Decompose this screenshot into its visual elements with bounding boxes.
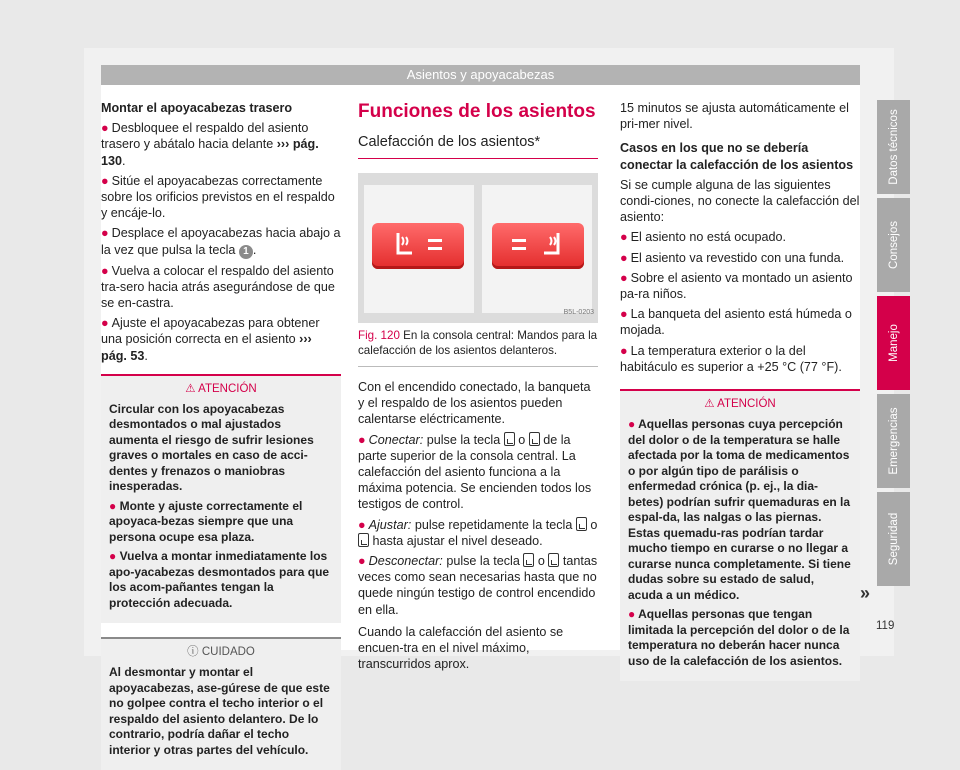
tab-datos-tecnicos[interactable]: Datos técnicos xyxy=(877,100,910,194)
warning-item: ● Aquellas personas cuya percepción del dolor o de la temperatura se halle afectada por la toma de medicamentos o por algún tipo de parálisis o enfermedad crónica (p. ej., la dia-betes) podrían sufrir quemaduras en la espal-da, las nalgas o las piernas. Estas quemadu-ras podrían tardar mucho tiempo en curarse o no llegar a curarse nunca completamente. Si tiene dudas sobre su estado de salud, acuda a un médico. xyxy=(628,417,851,602)
warning-triangle-icon: ⚠ xyxy=(704,398,715,411)
tab-manejo[interactable]: Manejo xyxy=(877,296,910,390)
list-item: ● La temperatura exterior o la del habitáculo es superior a +25 °C (77 °F). xyxy=(620,343,842,374)
seat-heat-left-icon xyxy=(576,517,587,531)
column-2 xyxy=(358,100,598,676)
paragraph: Si se cumple alguna de las siguientes condi-ciones, no conecte la calefacción del asiento: xyxy=(620,177,860,225)
list-item: ● Ajustar: pulse repetidamente la tecla o hasta ajustar el nivel deseado. xyxy=(358,517,598,548)
section-heading: Montar el apoyacabezas trasero xyxy=(101,101,293,115)
seat-heat-right-icon xyxy=(529,432,540,446)
column-1 xyxy=(101,100,341,770)
paragraph: 15 minutos se ajusta automáticamente el pri-mer nivel. xyxy=(620,101,849,132)
seat-heat-left-icon xyxy=(504,432,515,446)
figure-seat-heating-buttons xyxy=(358,173,598,323)
figure-code: B5L-0203 xyxy=(563,308,594,316)
key-number-badge: 1 xyxy=(239,245,253,259)
seat-heat-right-icon xyxy=(548,553,559,567)
list-item: ● Desplace el apoyacabezas hacia abajo a la vez que pulsa la tecla 1 . xyxy=(101,226,341,257)
seat-heat-right-icon xyxy=(358,533,369,547)
list-item: ● Desconectar: pulse la tecla o tantas veces como sean necesarias hasta que no quede ningún testigo de control encendido en ella. xyxy=(358,554,598,617)
subsection-title: Calefacción de los asientos* xyxy=(358,132,598,159)
caution-header: ⓘ CUIDADO xyxy=(187,646,255,659)
warning-box xyxy=(101,374,341,624)
page-reference-link[interactable]: ››› pág. 130 xyxy=(101,137,319,168)
continue-arrow-icon: » xyxy=(860,583,871,603)
info-circle-icon: ⓘ xyxy=(187,646,199,659)
column-3 xyxy=(620,100,860,681)
page-reference-link[interactable]: ››› pág. 53 xyxy=(101,332,312,363)
seat-heating-left-button xyxy=(372,223,464,269)
list-item: ● Sitúe el apoyacabezas correctamente sobre los orificios previstos en el respaldo y encáje-lo. xyxy=(101,173,335,221)
warning-triangle-icon: ⚠ xyxy=(185,382,196,395)
page-number: 119 xyxy=(876,620,895,632)
paragraph: Con el encendido conectado, la banqueta y el respaldo de los asientos pueden calentarse eléctricamente. xyxy=(358,380,591,427)
list-item: ● La banqueta del asiento está húmeda o mojada. xyxy=(620,307,852,338)
tab-emergencias[interactable]: Emergencias xyxy=(877,394,910,488)
caution-text: Al desmontar y montar el apoyacabezas, ase-gúrese de que este no golpee contra el techo interior o el respaldo del asiento delantero. De lo contrario, podría dañar el techo interior y otras partes del vehículo. xyxy=(109,665,330,757)
section-title: Funciones de los asientos xyxy=(358,101,596,122)
warning-item: ● Monte y ajuste correctamente el apoyaca-bezas siempre que una persona ocupe esa plaza. xyxy=(109,498,303,544)
list-item: ● Desbloquee el respaldo del asiento trasero y abátalo hacia delante ››› pág. 130. xyxy=(101,121,319,168)
list-item: ● Vuelva a colocar el respaldo del asiento tra-sero hacia atrás asegurándose de que se en-castra. xyxy=(101,263,335,311)
figure-caption: Fig. 120 En la consola central: Mandos para la calefacción de los asientos delanteros. xyxy=(358,328,598,367)
warning-header: ⚠ ATENCIÓN xyxy=(185,382,257,395)
caution-box xyxy=(101,637,341,770)
list-item: ● Sobre el asiento va montado un asiento pa-ra niños. xyxy=(620,270,853,302)
seat-heating-right-button xyxy=(492,223,584,269)
list-item: ● Conectar: pulse la tecla o de la parte superior de la consola central. La calefacción del asiento funciona a la máxima potencia. Se encienden todos los testigos de control. xyxy=(358,432,592,512)
list-item: ● El asiento va revestido con una funda. xyxy=(620,250,845,265)
list-item: ● Ajuste el apoyacabezas para obtener una posición correcta en el asiento ››› pág. 53. xyxy=(101,316,320,363)
seat-heat-right-icon xyxy=(492,223,584,269)
warning-item: ● Vuelva a montar inmediatamente los apo-yacabezas desmontados para que los acom-pañantes tengan la protección adecuada. xyxy=(109,549,330,610)
list-item: ● El asiento no está ocupado. xyxy=(620,230,787,245)
paragraph: Cuando la calefacción del asiento se encuen-tra en el nivel máximo, transcurridos aprox. xyxy=(358,624,564,672)
warning-text: Circular con los apoyacabezas desmontados o mal ajustados aumenta el riesgo de sufrir lesiones graves o mortales en caso de acci-dentes y frenazos o maniobras inesperadas. xyxy=(109,401,314,494)
tab-consejos[interactable]: Consejos xyxy=(877,198,910,292)
chapter-header: Asientos y apoyacabezas xyxy=(101,65,860,85)
warning-box xyxy=(620,389,860,681)
seat-heat-left-icon xyxy=(372,223,464,269)
section-heading: Casos en los que no se debería conectar la calefacción de los asientos xyxy=(620,141,854,172)
seat-heat-left-icon xyxy=(523,553,534,567)
warning-header: ⚠ ATENCIÓN xyxy=(704,398,776,411)
warning-item: ● Aquellas personas que tengan limitada la percepción del dolor o de la temperatura no deberán hacer nunca uso de la calefacción de los asientos. xyxy=(628,607,850,668)
tab-seguridad[interactable]: Seguridad xyxy=(877,492,910,586)
